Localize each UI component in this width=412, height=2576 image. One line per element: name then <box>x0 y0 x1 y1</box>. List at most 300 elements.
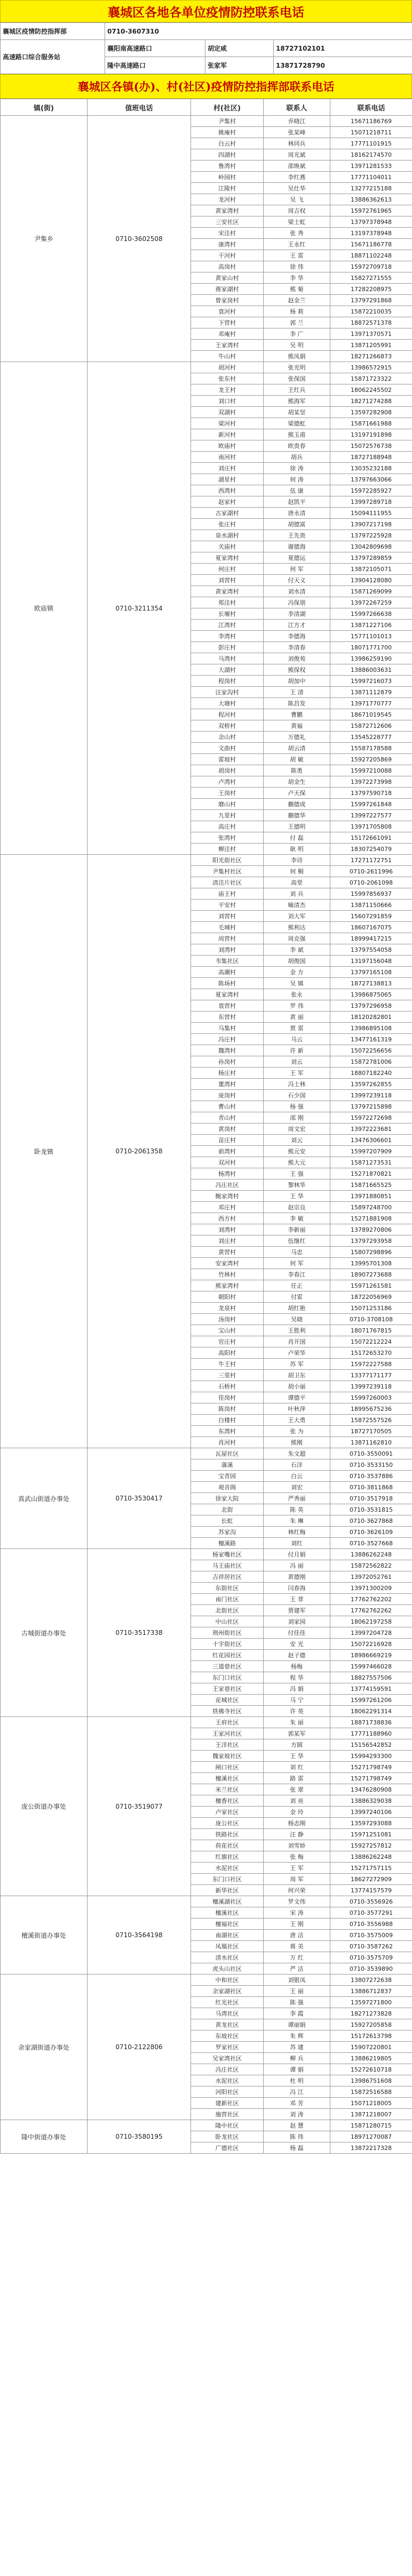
contact-person: 李清湖 <box>264 608 330 620</box>
contact-phone: 0710-3533150 <box>330 1459 412 1471</box>
header-town: 镇(街) <box>1 99 88 116</box>
contact-phone: 0710-3811868 <box>330 1482 412 1493</box>
contact-phone: 18062245502 <box>330 384 412 396</box>
village-name: 红光社区 <box>191 1997 264 2008</box>
village-name: 观音阁 <box>191 1482 264 1493</box>
village-name: 东营村 <box>191 1012 264 1023</box>
contact-person: 严秀丽 <box>264 1493 330 1504</box>
village-name: 王洋社区 <box>191 1739 264 1751</box>
village-name: 铁路社区 <box>191 1829 264 1840</box>
village-name: 吉祥居社区 <box>191 1571 264 1583</box>
contact-person: 杜 明 <box>264 2075 330 2087</box>
contact-phone: 18999417215 <box>330 933 412 944</box>
village-name: 胡河村 <box>191 362 264 373</box>
village-name: 余山村 <box>191 732 264 743</box>
contact-person: 王 清 <box>264 687 330 698</box>
contact-phone: 15871269099 <box>330 586 412 597</box>
contact-person: 赵子德 <box>264 1650 330 1661</box>
village-name: 马集村 <box>191 1023 264 1034</box>
contact-person: 蒯德成 <box>264 799 330 810</box>
village-name: 袁营村 <box>191 1000 264 1012</box>
contact-person: 王 菲 <box>264 1594 330 1605</box>
contact-phone: 13774157579 <box>330 1885 412 1896</box>
contact-phone: 15871665525 <box>330 1179 412 1191</box>
contact-phone: 0710-3575009 <box>330 1930 412 1941</box>
table-body <box>1 116 412 2154</box>
contact-phone: 13797296958 <box>330 1000 412 1012</box>
village-name: 广德社区 <box>191 2142 264 2154</box>
contact-person: 胡加中 <box>264 676 330 687</box>
village-name: 魏家坡社区 <box>191 1751 264 1762</box>
contact-phone: 13797289859 <box>330 552 412 564</box>
contact-person: 胡某坚 <box>264 407 330 418</box>
contact-phone: 18671019545 <box>330 709 412 720</box>
contact-phone: 13872105071 <box>330 564 412 575</box>
contact-phone: 15271757115 <box>330 1863 412 1874</box>
contact-phone: 15072256656 <box>330 1045 412 1056</box>
contact-person: 万德礼 <box>264 732 330 743</box>
contact-phone: 13986895108 <box>330 1023 412 1034</box>
village-name: 南河村 <box>191 452 264 463</box>
contact-person: 李新丽 <box>264 1224 330 1235</box>
contact-person: 谭 娟 <box>264 2064 330 2075</box>
village-name: 四湖村 <box>191 149 264 161</box>
village-name: 檀溪路 <box>191 1538 264 1549</box>
contact-phone: 18872571378 <box>330 317 412 328</box>
village-name: 檀福社区 <box>191 1919 264 1930</box>
village-name: 魏湾村 <box>191 1045 264 1056</box>
village-name: 大塘村 <box>191 698 264 709</box>
contact-phone: 13997239118 <box>330 1381 412 1392</box>
town-name: 余家湖街道办事处 <box>1 1975 88 2120</box>
contact-phone: 15871273531 <box>330 1157 412 1168</box>
village-name: 庙王村 <box>191 888 264 900</box>
contact-phone: 13476280908 <box>330 1784 412 1795</box>
table-row <box>1 362 412 373</box>
village-name: 程岗村 <box>191 676 264 687</box>
hotline-contact: 张家军 <box>205 57 274 74</box>
contact-person: 万 红 <box>264 1952 330 1963</box>
village-name: 瓦屋社区 <box>191 1448 264 1459</box>
contact-person: 王胜利 <box>264 1325 330 1336</box>
village-name: 九里村 <box>191 810 264 821</box>
contact-phone: 13871205991 <box>330 340 412 351</box>
village-name: 中山社区 <box>191 1616 264 1627</box>
contact-person: 刘俊苑 <box>264 653 330 664</box>
village-name: 熊家湾村 <box>191 1280 264 1291</box>
contact-phone: 13197191898 <box>330 429 412 440</box>
table-row <box>1 1549 412 1560</box>
village-name: 蒲溪 <box>191 1459 264 1471</box>
contact-phone: 18071767815 <box>330 1325 412 1336</box>
contact-person: 冯 丽 <box>264 1560 330 1571</box>
contact-person: 刘银凤 <box>264 1975 330 1986</box>
contact-phone: 15997266638 <box>330 608 412 620</box>
table-row <box>1 1448 412 1459</box>
village-name: 高阳村 <box>191 1347 264 1359</box>
contact-phone: 17282208975 <box>330 284 412 295</box>
table-row <box>1 2120 412 2131</box>
contact-phone: 13972052761 <box>330 1571 412 1583</box>
village-name: 文曲村 <box>191 743 264 754</box>
contact-person: 李 霞 <box>264 2008 330 2019</box>
contact-phone: 0710-3577291 <box>330 1907 412 1919</box>
contact-phone: 18871738836 <box>330 1717 412 1728</box>
village-name: 阳光街社区 <box>191 855 264 866</box>
village-name: 前湾村 <box>191 1146 264 1157</box>
contact-person: 王 强 <box>264 1168 330 1179</box>
table-row <box>1 1717 412 1728</box>
village-name: 鲍家湾村 <box>191 1191 264 1202</box>
village-name: 西湾村 <box>191 485 264 496</box>
village-name: 黄家湾村 <box>191 205 264 216</box>
village-name: 汪家沟村 <box>191 687 264 698</box>
contact-phone: 13997227577 <box>330 810 412 821</box>
contact-phone: 15972272698 <box>330 1112 412 1124</box>
village-name: 石桥村 <box>191 1381 264 1392</box>
contact-phone: 13871112879 <box>330 687 412 698</box>
contact-person: 乔晓江 <box>264 116 330 127</box>
village-name: 长堰村 <box>191 608 264 620</box>
contact-phone: 18271273828 <box>330 2008 412 2019</box>
village-name: 清水社区 <box>191 1952 264 1963</box>
contact-person: 王 军 <box>264 1863 330 1874</box>
town-duty-phone: 0710-3211354 <box>88 362 191 855</box>
contact-phone: 18907273688 <box>330 1269 412 1280</box>
contact-person: 苏 建 <box>264 2042 330 2053</box>
contact-phone: 13774159591 <box>330 1683 412 1695</box>
contact-phone: 13807272638 <box>330 1975 412 1986</box>
contact-phone: 15872557526 <box>330 1415 412 1426</box>
town-duty-phone: 0710-2122806 <box>88 1975 191 2120</box>
village-name: 宝青园 <box>191 1471 264 1482</box>
contact-phone: 13886329038 <box>330 1795 412 1807</box>
contact-phone: 13995701308 <box>330 1258 412 1269</box>
town-duty-phone: 0710-3519077 <box>88 1717 191 1896</box>
village-name: 李湾村 <box>191 631 264 642</box>
contact-phone: 15671186778 <box>330 239 412 250</box>
table-row <box>1 1896 412 1907</box>
contact-phone: 15971261581 <box>330 1280 412 1291</box>
contact-person: 程 华 <box>264 1672 330 1683</box>
village-name: 中和社区 <box>191 1975 264 1986</box>
contact-person: 李春江 <box>264 1269 330 1280</box>
contact-person: 吴仕华 <box>264 183 330 194</box>
village-name: 牛山村 <box>191 351 264 362</box>
village-name: 刘湾村 <box>191 944 264 956</box>
contact-phone: 13545228777 <box>330 732 412 743</box>
contact-phone: 0710-3539890 <box>330 1963 412 1975</box>
contact-person: 马 宁 <box>264 1695 330 1706</box>
contact-phone: 15172653270 <box>330 1347 412 1359</box>
contact-person: 伍 康 <box>264 485 330 496</box>
contact-person: 胡德富 <box>264 519 330 530</box>
village-name: 荷花社区 <box>191 1840 264 1851</box>
contact-phone: 13597271800 <box>330 1997 412 2008</box>
contact-phone: 13971370571 <box>330 328 412 340</box>
contact-phone: 0710-2611996 <box>330 866 412 877</box>
contact-person: 王先贵 <box>264 530 330 541</box>
contact-person: 吴 明 <box>264 340 330 351</box>
village-name: 湖星村 <box>191 474 264 485</box>
contact-person: 周光斌 <box>264 149 330 161</box>
section-title: 襄城区各镇(办)、村(社区)疫情防控指挥部联系电话 <box>0 74 412 99</box>
village-name: 庞公社区 <box>191 1818 264 1829</box>
contact-person: 胡小丽 <box>264 1381 330 1392</box>
village-name: 南门社区 <box>191 1594 264 1605</box>
contact-person: 朱文超 <box>264 1448 330 1459</box>
contact-person: 何 桐 <box>264 866 330 877</box>
village-name: 马湾社区 <box>191 2008 264 2019</box>
contact-phone: 13797378948 <box>330 216 412 228</box>
contact-phone: 13597262855 <box>330 1079 412 1090</box>
town-name: 卧龙镇 <box>1 855 88 1448</box>
contact-phone: 0710-3556988 <box>330 1919 412 1930</box>
village-name: 刘营村 <box>191 575 264 586</box>
village-name: 檀溪社区 <box>191 1773 264 1784</box>
contact-person: 贾建军 <box>264 1605 330 1616</box>
village-name: 刘庄村 <box>191 1235 264 1247</box>
header-town-phone: 值班电话 <box>88 99 191 116</box>
hotline-row <box>1 23 412 40</box>
village-name: 双桥村 <box>191 720 264 732</box>
village-name: 泉水湖村 <box>191 530 264 541</box>
contact-person: 许 英 <box>264 1706 330 1717</box>
village-name: 红旗社区 <box>191 1851 264 1863</box>
contact-phone: 13886219805 <box>330 2053 412 2064</box>
village-name: 建新社区 <box>191 2098 264 2109</box>
contact-table <box>0 99 412 2154</box>
contact-phone: 18995675236 <box>330 1403 412 1415</box>
contact-person: 何 涛 <box>264 474 330 485</box>
contact-phone: 13797165108 <box>330 967 412 978</box>
town-duty-phone: 0710-3602508 <box>88 116 191 362</box>
village-name: 高岗村 <box>191 261 264 272</box>
contact-phone: 13986875065 <box>330 989 412 1000</box>
village-name: 黄家山村 <box>191 272 264 284</box>
contact-person: 汪 静 <box>264 1829 330 1840</box>
table-header-row <box>1 99 412 116</box>
village-name: 黄龙社区 <box>191 2019 264 2031</box>
village-name: 蒋家湖村 <box>191 284 264 295</box>
contact-person: 胡兵 <box>264 452 330 463</box>
contact-person: 刘云 <box>264 1135 330 1146</box>
village-name: 宋洼村 <box>191 228 264 239</box>
contact-person: 张 梅 <box>264 1851 330 1863</box>
village-name: 刘营村 <box>191 911 264 922</box>
contact-person: 赵金兰 <box>264 295 330 306</box>
contact-person: 付佳佳 <box>264 1627 330 1639</box>
contact-person: 刘云 <box>264 1056 330 1068</box>
village-name: 邓庵村 <box>191 328 264 340</box>
contact-person: 杨梅 <box>264 1661 330 1672</box>
village-name: 尹集村 <box>191 116 264 127</box>
contact-phone: 13377171177 <box>330 1370 412 1381</box>
town-name: 真武山街道办事处 <box>1 1448 88 1549</box>
village-name: 檀香社区 <box>191 1795 264 1807</box>
contact-phone: 13904128080 <box>330 575 412 586</box>
village-name: 水泥社区 <box>191 1863 264 1874</box>
contact-phone: 15872210035 <box>330 306 412 317</box>
contact-phone: 15971251081 <box>330 1829 412 1840</box>
village-name: 曾家岗村 <box>191 295 264 306</box>
contact-phone: 13997204728 <box>330 1627 412 1639</box>
village-name: 东门口社区 <box>191 1672 264 1683</box>
contact-person: 黄德刚 <box>264 1571 330 1583</box>
village-name: 汤岗村 <box>191 1314 264 1325</box>
village-name: 陈岗村 <box>191 1403 264 1415</box>
village-name: 王家湾村 <box>191 340 264 351</box>
contact-person: 刘家园 <box>264 1616 330 1627</box>
contact-phone: 18607167075 <box>330 922 412 933</box>
contact-person: 赵宗良 <box>264 1202 330 1213</box>
village-name: 青山村 <box>191 1112 264 1124</box>
contact-person: 胡 敏 <box>264 754 330 765</box>
contact-person: 卢天保 <box>264 788 330 799</box>
village-name: 余家湖社区 <box>191 1986 264 1997</box>
village-name: 徐家大院 <box>191 1493 264 1504</box>
village-name: 岭园村 <box>191 172 264 183</box>
contact-phone: 13789270806 <box>330 1224 412 1235</box>
village-name: 檀溪社区 <box>191 1907 264 1919</box>
hotline-row <box>1 40 412 57</box>
village-name: 米兰社区 <box>191 1784 264 1795</box>
contact-person: 闫春海 <box>264 1583 330 1594</box>
contact-phone: 15872516588 <box>330 2087 412 2098</box>
contact-phone: 13797663066 <box>330 474 412 485</box>
contact-person: 李 华 <box>264 272 330 284</box>
village-name: 新华社区 <box>191 1885 264 1896</box>
village-name: 黄营村 <box>191 1247 264 1258</box>
contact-phone: 15156542852 <box>330 1739 412 1751</box>
contact-person: 黄 丽 <box>264 1012 330 1023</box>
contact-person: 张某峰 <box>264 127 330 138</box>
village-name: 张庄村 <box>191 519 264 530</box>
contact-person: 朱 琳 <box>264 1515 330 1527</box>
village-name: 苗庄村 <box>191 1135 264 1146</box>
village-name: 胡岗村 <box>191 765 264 776</box>
village-name: 东街社区 <box>191 1583 264 1594</box>
contact-person: 欧贵春 <box>264 440 330 452</box>
contact-person: 胡俊国 <box>264 956 330 967</box>
town-name: 欧庙镇 <box>1 362 88 855</box>
contact-person: 熊凤娟 <box>264 351 330 362</box>
contact-person: 冯保朋 <box>264 597 330 608</box>
town-name: 庞公街道办事处 <box>1 1717 88 1896</box>
village-name: 罗家社区 <box>191 2042 264 2053</box>
contact-phone: 13871227106 <box>330 620 412 631</box>
contact-person: 林同兵 <box>264 138 330 149</box>
contact-phone: 17762762262 <box>330 1605 412 1616</box>
contact-person: 陈 强 <box>264 1997 330 2008</box>
village-name: 清洼片社区 <box>191 877 264 888</box>
contact-phone: 15872562822 <box>330 1560 412 1571</box>
contact-phone: 18971270087 <box>330 2131 412 2142</box>
contact-phone: 15994293300 <box>330 1751 412 1762</box>
contact-person: 杨志刚 <box>264 1818 330 1829</box>
village-name: 赵家村 <box>191 496 264 508</box>
hotline-label: 襄城区疫情防控指挥部 <box>1 23 105 40</box>
town-duty-phone: 0710-2061358 <box>88 855 191 1448</box>
town-duty-phone: 0710-3564198 <box>88 1896 191 1975</box>
village-name: 三里村 <box>191 1370 264 1381</box>
contact-person: 苏 军 <box>264 1359 330 1370</box>
contact-person: 邓 芳 <box>264 2098 330 2109</box>
contact-person: 柳 兵 <box>264 2053 330 2064</box>
village-name: 龙河村 <box>191 194 264 205</box>
village-name: 卢家社区 <box>191 1807 264 1818</box>
village-name: 何庄村 <box>191 564 264 575</box>
contact-phone: 18727138813 <box>330 978 412 989</box>
contact-phone: 18271266873 <box>330 351 412 362</box>
contact-person: 蒯德华 <box>264 810 330 821</box>
village-name: 北街 <box>191 1504 264 1515</box>
contact-person: 张光明 <box>264 362 330 373</box>
contact-person: 刘红 <box>264 1538 330 1549</box>
town-duty-phone: 0710-3580195 <box>88 2120 191 2154</box>
contact-person: 付月娟 <box>264 1549 330 1560</box>
contact-person: 蒋 美 <box>264 1941 330 1952</box>
contact-person: 王永红 <box>264 239 330 250</box>
contact-phone: 15972285927 <box>330 485 412 496</box>
contact-phone: 15907220801 <box>330 2042 412 2053</box>
contact-person: 刘 红 <box>264 1762 330 1773</box>
village-name: 东湾村 <box>191 1426 264 1437</box>
contact-person: 熊玉甫 <box>264 429 330 440</box>
village-name: 欧庙村 <box>191 440 264 452</box>
contact-phone: 0710-3575709 <box>330 1952 412 1963</box>
contact-phone: 15972761965 <box>330 205 412 216</box>
contact-phone: 13797590718 <box>330 788 412 799</box>
contact-person: 安 光 <box>264 1639 330 1650</box>
village-name: 三道巷社区 <box>191 1661 264 1672</box>
contact-phone: 13972223681 <box>330 1124 412 1135</box>
contact-phone: 18722056969 <box>330 1291 412 1303</box>
village-name: 冯庄社区 <box>191 2064 264 2075</box>
contact-person: 熊大元 <box>264 1157 330 1168</box>
contact-person: 唐 洁 <box>264 1930 330 1941</box>
contact-phone: 15172613798 <box>330 2031 412 2042</box>
contact-phone: 0710-3587262 <box>330 1941 412 1952</box>
contact-phone: 18071771700 <box>330 642 412 653</box>
contact-phone: 0710-3556926 <box>330 1896 412 1907</box>
village-name: 施营社区 <box>191 2109 264 2120</box>
village-name: 宝山村 <box>191 1325 264 1336</box>
village-name: 双河村 <box>191 1157 264 1168</box>
contact-phone: 15997856937 <box>330 888 412 900</box>
contact-phone: 15997216073 <box>330 676 412 687</box>
contact-person: 李清春 <box>264 642 330 653</box>
contact-person: 李红燕 <box>264 172 330 183</box>
village-name: 刘湾村 <box>191 1224 264 1235</box>
contact-person: 冯 江 <box>264 2087 330 2098</box>
village-name: 鲁湾村 <box>191 161 264 172</box>
contact-person: 谭丽娟 <box>264 2019 330 2031</box>
contact-phone: 15997466028 <box>330 1661 412 1672</box>
village-name: 杨家嘴社区 <box>191 1549 264 1560</box>
contact-person: 黄福 <box>264 720 330 732</box>
contact-person: 卢荣华 <box>264 1347 330 1359</box>
village-name: 古家湖村 <box>191 508 264 519</box>
contact-person: 胡金生 <box>264 776 330 788</box>
village-name: 北街社区 <box>191 1605 264 1616</box>
contact-phone: 15587178588 <box>330 743 412 754</box>
contact-person: 胡红艳 <box>264 1303 330 1314</box>
village-name: 铁佛寺社区 <box>191 1706 264 1717</box>
contact-person: 张 秀 <box>264 228 330 239</box>
contact-person: 唐永清 <box>264 508 330 519</box>
contact-person: 胡云清 <box>264 743 330 754</box>
